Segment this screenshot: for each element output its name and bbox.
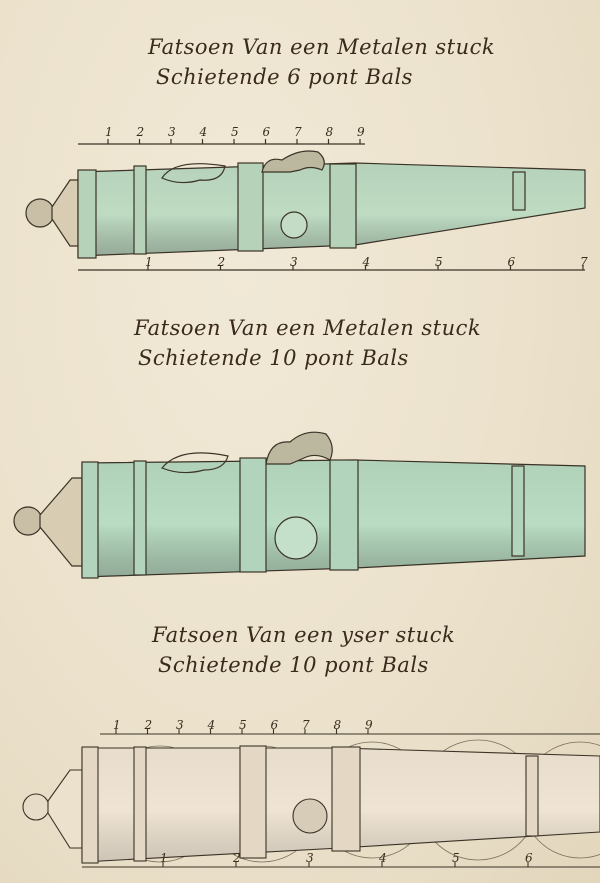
cannon-1-top-scale-label: 8 — [325, 125, 334, 139]
cannon-2-ring — [134, 461, 146, 575]
cannon-1-top-scale-label: 6 — [262, 125, 271, 139]
cannon-1-cascabel — [52, 180, 80, 246]
cannon-1-top-scale-ticks — [108, 139, 360, 144]
cannon-3-top-scale-label: 2 — [144, 718, 153, 732]
cannon-1-trunnion — [281, 212, 307, 238]
cannon-1-bottom-scale-label: 3 — [290, 255, 298, 269]
cannon-2-trunnion — [275, 517, 317, 559]
drawing-3-title-line1: Fatsoen Van een yser stuck — [152, 623, 456, 647]
cannon-3-ring — [134, 747, 146, 861]
cannon-1-top-scale-label: 1 — [105, 125, 113, 139]
cannon-2-ring — [330, 460, 358, 570]
cannon-1-ring — [330, 164, 356, 248]
cannon-3-bottom-scale-label: 5 — [452, 851, 460, 865]
cannon-3-top-scale-label: 4 — [207, 718, 216, 732]
cannon-3-ring — [526, 756, 538, 836]
drawing-2-title-line2: Schietende 10 pont Bals — [138, 346, 409, 370]
cannon-3-top-scale-label: 8 — [333, 718, 342, 732]
cannon-2 — [14, 432, 585, 578]
cannon-1-top-scale-label: 5 — [231, 125, 239, 139]
cannon-2-ring — [240, 458, 266, 572]
cannon-1-top-scale-label: 2 — [136, 125, 145, 139]
cannon-1-bottom-scale-label: 7 — [580, 255, 588, 269]
cannon-1 — [26, 139, 585, 270]
cannon-1-ring — [238, 163, 263, 251]
cannon-3-base-ring — [82, 747, 98, 863]
cannon-2-base-ring — [82, 462, 98, 578]
cannon-3-top-scale-label: 5 — [239, 718, 247, 732]
cannon-1-ring — [134, 166, 146, 254]
drawing-3-title-line2: Schietende 10 pont Bals — [158, 653, 429, 677]
drawing-2-title-line1: Fatsoen Van een Metalen stuck — [134, 316, 482, 340]
cannon-1-bottom-scale-label: 2 — [217, 255, 226, 269]
cannon-1-bottom-scale-label: 1 — [145, 255, 153, 269]
cannon-1-top-scale-label: 4 — [199, 125, 208, 139]
cannon-3-bottom-scale-label: 3 — [306, 851, 314, 865]
cannon-1-bottom-scale-numbers — [145, 255, 588, 269]
cannon-3 — [23, 729, 600, 867]
cannon-1-top-scale-label: 7 — [294, 125, 302, 139]
cannon-1-ring — [513, 172, 525, 210]
cannon-1-bottom-scale-label: 4 — [362, 255, 371, 269]
cannon-3-top-scale-label: 9 — [365, 718, 373, 732]
drawing-1-title-line1: Fatsoen Van een Metalen stuck — [148, 35, 496, 59]
cannon-3-ring — [240, 746, 266, 858]
cannon-2-ring — [512, 466, 524, 556]
cannon-3-bottom-scale-label: 4 — [379, 851, 387, 865]
cannon-2-cascabel-knob — [14, 507, 42, 535]
cannon-3-bottom-scale-ticks — [163, 862, 528, 867]
cannon-1-base-ring — [78, 170, 96, 258]
cannon-3-top-scale-label: 6 — [270, 718, 279, 732]
cannon-3-top-scale-label: 1 — [113, 718, 121, 732]
cannon-3-top-scale-label: 7 — [302, 718, 310, 732]
cannon-1-bottom-scale-label: 6 — [507, 255, 516, 269]
cannon-1-bottom-scale-label: 5 — [435, 255, 443, 269]
cannon-3-bottom-scale-label: 1 — [160, 851, 168, 865]
cannon-1-top-scale-numbers — [105, 125, 365, 139]
cannon-1-cascabel-knob — [26, 199, 54, 227]
cannon-2-cascabel — [40, 478, 82, 566]
cannon-3-trunnion — [293, 799, 327, 833]
cannon-3-top-scale-numbers — [113, 718, 373, 732]
cannon-3-bottom-scale-label: 2 — [233, 851, 241, 865]
cannon-3-cascabel — [48, 770, 82, 848]
cannon-2-dolphin-handle — [266, 432, 332, 464]
cannon-3-cascabel-knob — [23, 794, 49, 820]
cannon-3-top-scale-label: 3 — [176, 718, 184, 732]
cannon-3-ring — [332, 747, 360, 851]
cannon-1-top-scale-label: 3 — [168, 125, 176, 139]
cannon-3-bottom-scale-label: 6 — [525, 851, 533, 865]
cannon-1-top-scale-label: 9 — [357, 125, 365, 139]
drawing-1-title-line2: Schietende 6 pont Bals — [156, 65, 413, 89]
